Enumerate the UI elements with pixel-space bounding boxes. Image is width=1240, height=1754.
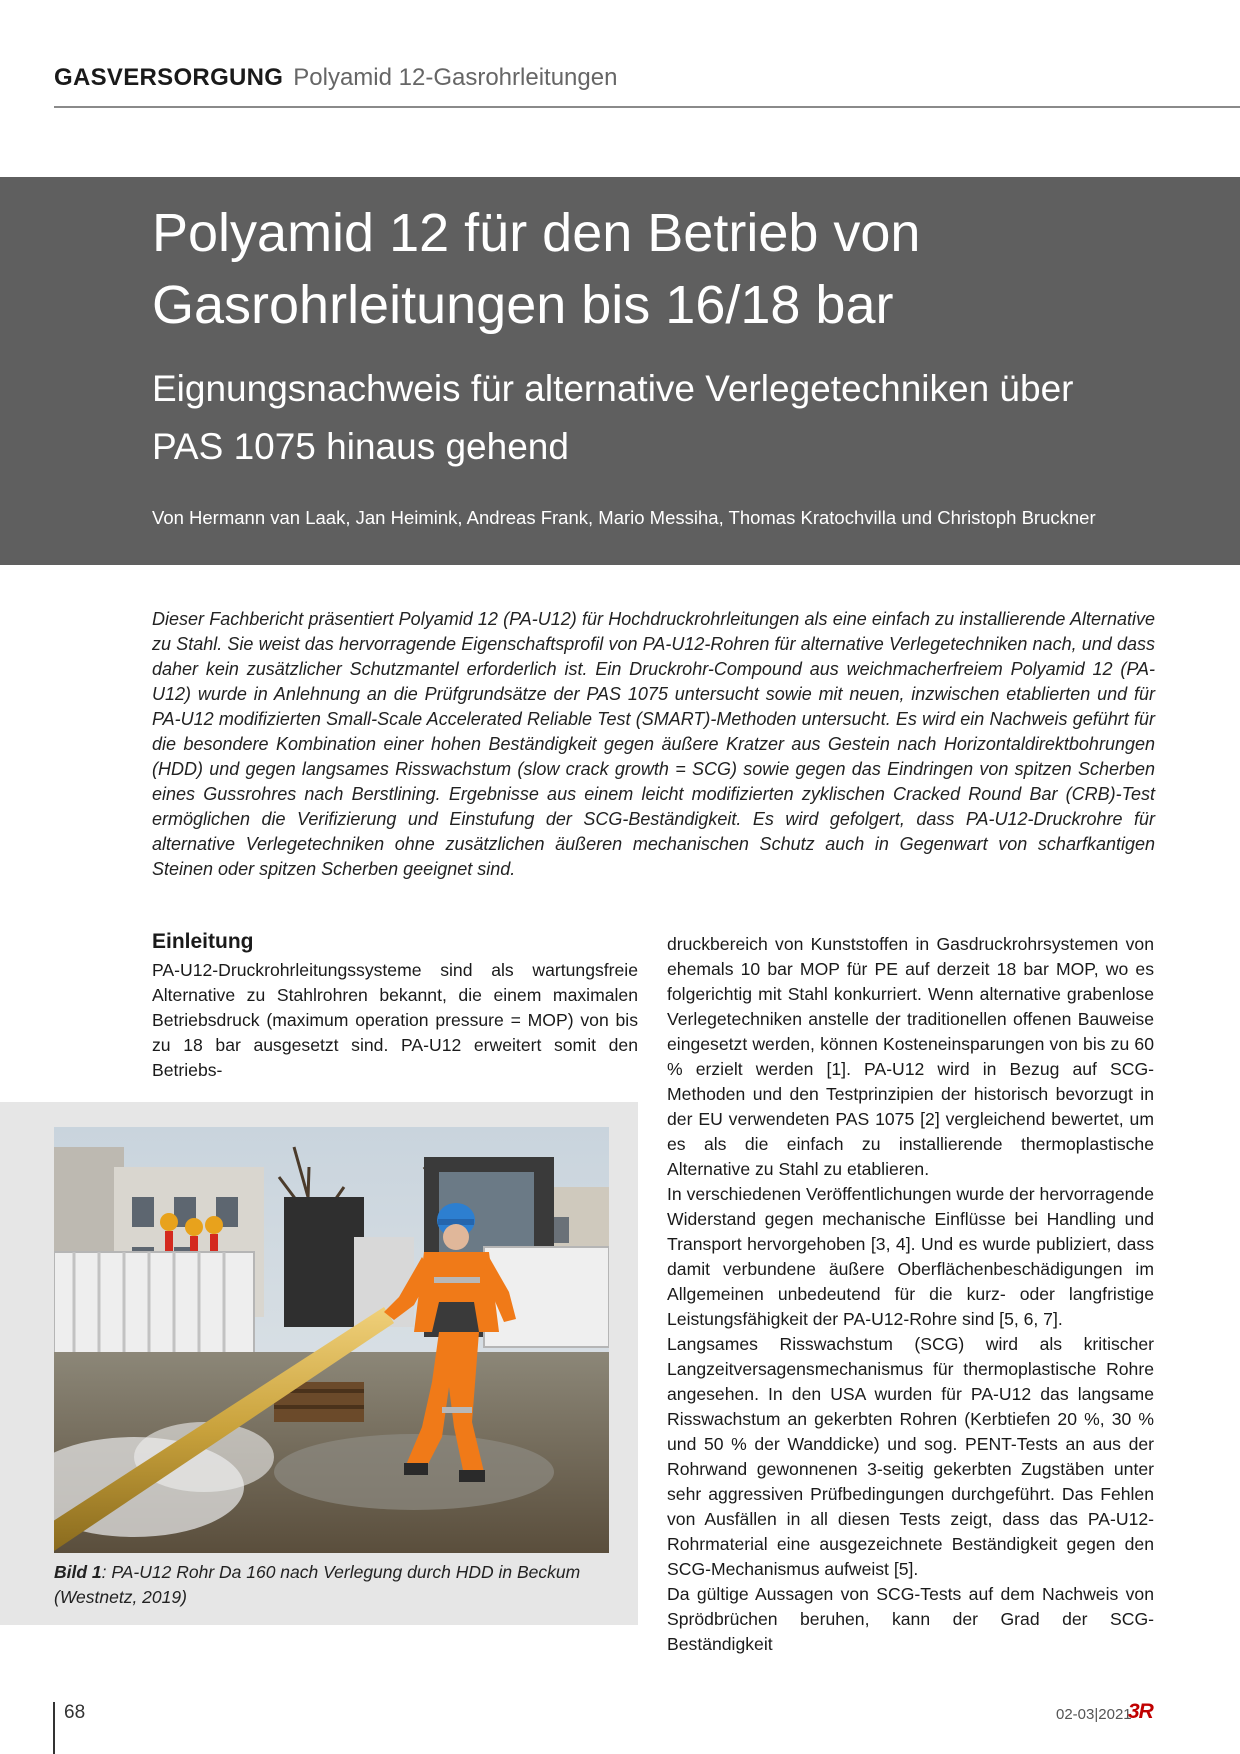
page-number: 68 [64, 1702, 86, 1723]
paragraph: Langsames Risswachstum (SCG) wird als kritischer Langzeitversagensmechanismus für thermoplastische Rohre angesehen. In den USA wurden für PA-U12 das langsame Risswachstum an gekerbten Rohren (Kerbtiefen 20 %, 30 % und 50 % der Wanddicke) und sog. PENT-Tests an aus der Rohrwand gewonnenen 3-seitig gekerbten Zugstäben unter sehr aggressiven Prüfbedingungen durchgeführt. Das Fehlen von Ausfällen in all diesen Tests zeigt, dass das PA-U12-Rohrmaterial eine ausgezeichnete Beständigkeit gegen den SCG-Mechanismus aufweist [5]. [667, 1334, 1154, 1579]
photo-illustration [54, 1127, 609, 1553]
paragraph: PA-U12-Druckrohrleitungssysteme sind als wartungsfreie Alternative zu Stahlrohren bekannt, die einem maximalen Betriebsdruck (maximum operation pressure = MOP) von bis zu 18 bar ausgesetzt sind. PA-U12 erweitert somit den Betriebs- [152, 960, 638, 1080]
abstract: Dieser Fachbericht präsentiert Polyamid 12 (PA-U12) für Hochdruckrohrleitungen als eine einfach zu installierende Alternative zu Stahl. Sie weist das hervorragende Eigenschaftsprofil von PA-U12-Rohren für alternative Verlegetechniken nach, und dass daher kein zusätzlicher Schutzmantel erforderlich ist. Ein Druckrohr-Compound aus weichmacherfreiem Polyamid 12 (PA-U12) wurde in Anlehnung an die Prüfgrundsätze der PAS 1075 untersucht sowie mit neuen, inzwischen etablierten und für PA-U12 modifizierten Small-Scale Accelerated Reliable Test (SMART)-Methoden untersucht. Es wird ein Nachweis geführt für die besondere Kombination einer hohen Beständigkeit gegen äußere Kratzer aus Gestein nach Horizontaldirektbohrungen (HDD) und gegen langsames Risswachstum (slow crack growth = SCG) sowie gegen das Eindringen von spitzen Scherben eines Gussrohres nach Berstlining. Ergebnisse aus einem leicht modifizierten zyklischen Cracked Round Bar (CRB)-Test ermöglichen die Verifizierung und Einstufung der SCG-Beständigkeit. Es wird gefolgert, dass PA-U12-Druckrohre für alternative Verlegetechniken ohne zusätzlichen äußeren mechanischen Schutz auch in Gegenwart von scharfkantigen Steinen oder spitzen Scherben geeignet sind. [152, 609, 1155, 879]
footer-rule [53, 1702, 55, 1754]
subtitle-line-2: PAS 1075 hinaus gehend [152, 426, 569, 467]
title-band [0, 177, 1240, 565]
figure-box [0, 1102, 638, 1625]
paragraph: In verschiedenen Veröffentlichungen wurde der hervorragende Widerstand gegen mechanische Einflüsse bei Handling und Transport hervorgehoben [3, 4]. Und es wurde publiziert, dass damit verbundene äußere Oberflächenbeschädigungen im Allgemeinen unbedeutend für die kurz- oder langfristige Leistungsfähigkeit der PA-U12-Rohre sind [5, 6, 7]. [667, 1184, 1154, 1329]
issue-info: 02-03|2021 [1056, 1706, 1132, 1723]
header-rule [54, 106, 1240, 108]
title-line-1: Polyamid 12 für den Betrieb von [152, 203, 921, 263]
figure-caption [54, 1560, 614, 1610]
figure-label: Bild 1 [54, 1562, 102, 1582]
author-byline: Von Hermann van Laak, Jan Heimink, Andreas Frank, Mario Messiha, Thomas Kratochvilla und Christoph Bruckner [152, 507, 1096, 528]
title-line-2: Gasrohrleitungen bis 16/18 bar [152, 275, 894, 335]
section-heading-introduction: Einleitung [152, 930, 254, 953]
section-label: GASVERSORGUNG [54, 64, 284, 91]
article-subtitle [152, 360, 1192, 476]
journal-logo: 3R [1128, 1700, 1153, 1723]
topic-label: Polyamid 12-Gasrohrleitungen [293, 64, 618, 91]
right-column [667, 932, 1154, 1657]
paragraph: druckbereich von Kunststoffen in Gasdruckrohrsystemen von ehemals 10 bar MOP für PE auf derzeit 18 bar MOP, wo es folgerichtig mit Stahl konkurriert. Wenn alternative grabenlose Verlegetechniken anstelle der traditionellen offenen Bauweise eingesetzt werden, können Kosteneinsparungen von bis zu 60 % erzielt werden [1]. PA-U12 wird in Bezug auf SCG-Methoden und den Testprinzipien der historisch bevorzugt in der EU verwendeten PAS 1075 [2] vergleichend bewertet, um es als die einfach zu installierende thermoplastische Alternative zu Stahl zu etablieren. [667, 934, 1154, 1179]
article-title [152, 197, 1192, 341]
left-column [152, 928, 638, 1083]
running-header [54, 64, 617, 92]
paragraph: Da gültige Aussagen von SCG-Tests auf dem Nachweis von Sprödbrüchen beruhen, kann der Grad der SCG-Beständigkeit [667, 1584, 1154, 1654]
figure-photo [54, 1127, 609, 1553]
figure-caption-text: : PA-U12 Rohr Da 160 nach Verlegung durch HDD in Beckum (Westnetz, 2019) [54, 1562, 581, 1607]
subtitle-line-1: Eignungsnachweis für alternative Verlegetechniken über [152, 368, 1074, 409]
